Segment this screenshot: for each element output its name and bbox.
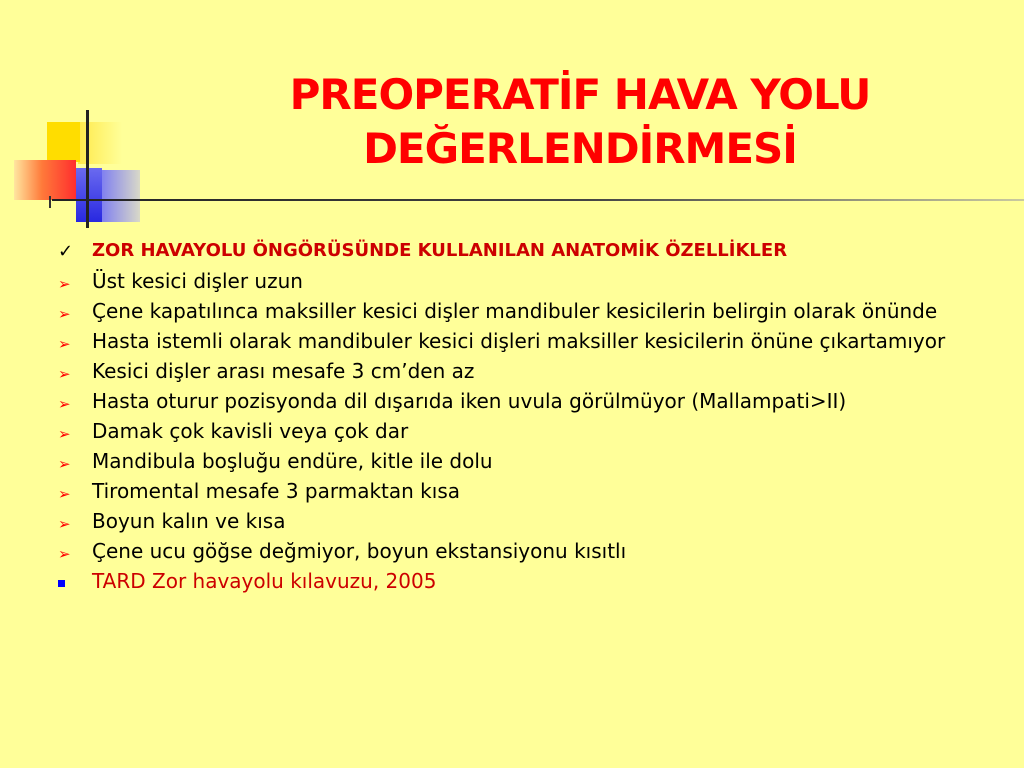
arrow-right-icon: ➢	[58, 515, 71, 533]
slide-title-line-1: PREOPERATİF HAVA YOLU	[289, 70, 871, 119]
list-item	[56, 360, 956, 390]
reference-text: TARD Zor havayolu kılavuzu, 2005	[92, 569, 437, 593]
list-item	[56, 480, 956, 510]
arrow-right-icon: ➢	[58, 455, 71, 473]
list-heading	[56, 240, 956, 270]
arrow-right-icon: ➢	[58, 305, 71, 323]
list-item-text: Tiromental mesafe 3 parmaktan kısa	[92, 479, 460, 503]
list-item-text: Kesici dişler arası mesafe 3 cm’den az	[92, 359, 475, 383]
bullet-list	[56, 240, 956, 592]
decorative-yellow-square	[47, 122, 80, 162]
decorative-small-vertical-line	[49, 196, 51, 208]
list-item	[56, 390, 956, 420]
list-item-text: Hasta istemli olarak mandibuler kesici dişleri maksiller kesicilerin önüne çıkartamıyor	[92, 329, 946, 353]
list-item-text: Damak çok kavisli veya çok dar	[92, 419, 409, 443]
arrow-right-icon: ➢	[58, 365, 71, 383]
arrow-right-icon: ➢	[58, 485, 71, 503]
arrow-right-icon: ➢	[58, 425, 71, 443]
decorative-blue-square	[76, 168, 102, 222]
list-item	[56, 270, 956, 300]
reference-item	[56, 570, 956, 592]
square-bullet-icon	[58, 580, 65, 587]
list-item	[56, 450, 956, 480]
list-item-text: Çene kapatılınca maksiller kesici dişler mandibuler kesicilerin belirgin olarak önünde	[92, 299, 938, 323]
decorative-red-square	[14, 160, 76, 200]
list-item-text: Mandibula boşluğu endüre, kitle ile dolu	[92, 449, 493, 473]
list-item-text: Üst kesici dişler uzun	[92, 269, 303, 293]
arrow-right-icon: ➢	[58, 395, 71, 413]
list-item-text: Hasta oturur pozisyonda dil dışarıda iken uvula görülmüyor (Mallampati>II)	[92, 389, 847, 413]
decorative-blue-glow	[100, 170, 140, 222]
list-item	[56, 540, 956, 570]
checkmark-icon: ✓	[58, 241, 74, 262]
list-item-text: Boyun kalın ve kısa	[92, 509, 286, 533]
list-item	[56, 330, 956, 360]
decorative-yellow-glow	[78, 122, 122, 164]
slide-title-line-2: DEĞERLENDİRMESİ	[363, 124, 797, 173]
decorative-vertical-line	[86, 110, 89, 228]
list-item	[56, 420, 956, 450]
list-item	[56, 300, 956, 330]
list-item	[56, 510, 956, 540]
slide-title	[200, 68, 960, 176]
arrow-right-icon: ➢	[58, 335, 71, 353]
title-divider-line	[52, 199, 1024, 201]
list-item-text: Çene ucu göğse değmiyor, boyun ekstansiyonu kısıtlı	[92, 539, 627, 563]
list-heading-text: ZOR HAVAYOLU ÖNGÖRÜSÜNDE KULLANILAN ANATOMİK ÖZELLİKLER	[92, 240, 788, 261]
arrow-right-icon: ➢	[58, 275, 71, 293]
arrow-right-icon: ➢	[58, 545, 71, 563]
